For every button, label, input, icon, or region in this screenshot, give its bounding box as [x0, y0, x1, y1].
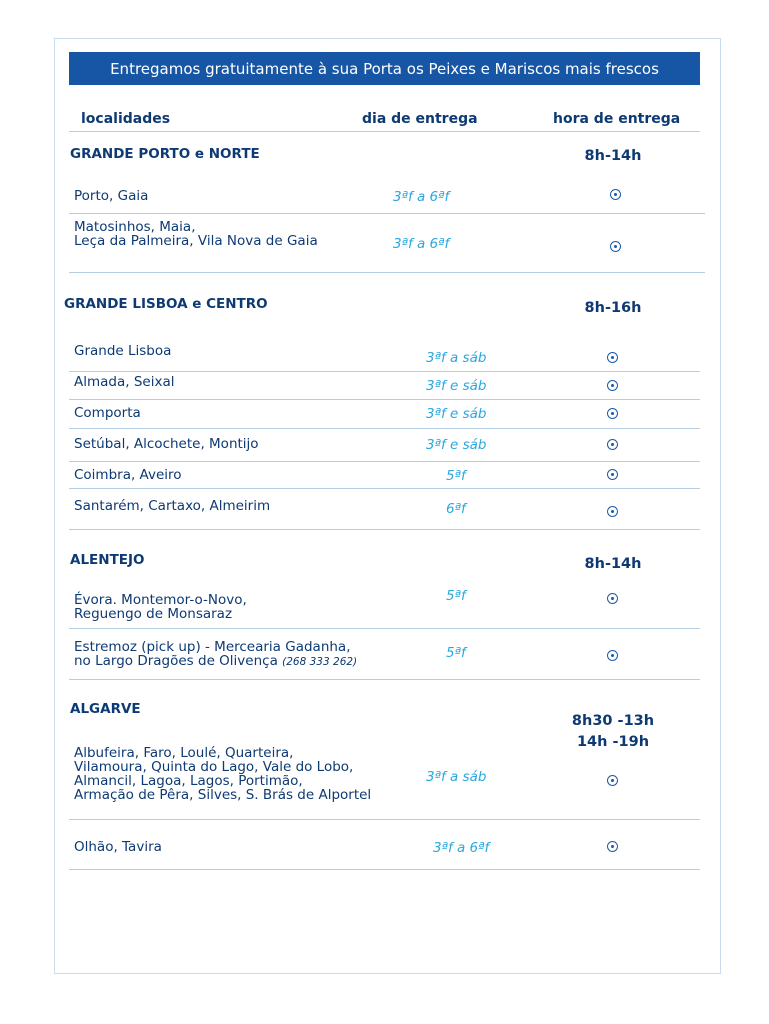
header-hora: hora de entrega	[553, 111, 681, 127]
radio-icon[interactable]	[607, 352, 618, 363]
delivery-day: 3ªf a 6ªf	[433, 840, 490, 856]
section-title-porto: GRANDE PORTO e NORTE	[70, 146, 260, 162]
banner	[69, 52, 700, 85]
delivery-day: 3ªf a 6ªf	[393, 236, 450, 252]
row-divider	[69, 371, 700, 372]
location-almada: Almada, Seixal	[74, 374, 175, 390]
radio-icon[interactable]	[610, 241, 621, 252]
location-albufeira	[74, 746, 371, 802]
radio-icon[interactable]	[607, 408, 618, 419]
section-time-lisboa: 8h-16h	[584, 300, 642, 316]
section-divider	[69, 272, 705, 273]
location-matosinhos	[74, 220, 318, 248]
location-evora	[74, 593, 247, 621]
location-line-2	[74, 654, 357, 669]
location-line: Armação de Pêra, Silves, S. Brás de Alportel	[74, 787, 372, 803]
radio-icon[interactable]	[607, 469, 618, 480]
radio-icon[interactable]	[607, 841, 618, 852]
radio-icon[interactable]	[607, 380, 618, 391]
section-time-algarve-1: 8h30 -13h	[571, 713, 655, 729]
delivery-day: 5ªf	[446, 588, 466, 604]
location-text: no Largo Dragões de Olivença	[74, 653, 278, 669]
radio-icon[interactable]	[607, 593, 618, 604]
row-divider	[69, 488, 700, 489]
location-line: Albufeira, Faro, Loulé, Quarteira,	[74, 745, 294, 761]
header-divider	[69, 131, 700, 132]
banner-text: Entregamos gratuitamente à sua Porta os Peixes e Mariscos mais frescos	[110, 59, 659, 78]
section-time-algarve-2: 14h -19h	[576, 734, 650, 750]
header-dia: dia de entrega	[362, 111, 478, 127]
section-title-lisboa: GRANDE LISBOA e CENTRO	[64, 296, 268, 312]
location-grande-lisboa: Grande Lisboa	[74, 343, 172, 359]
radio-icon[interactable]	[607, 775, 618, 786]
delivery-day: 3ªf e sáb	[426, 406, 487, 422]
radio-icon[interactable]	[607, 439, 618, 450]
delivery-day: 3ªf e sáb	[426, 378, 487, 394]
delivery-day: 3ªf a 6ªf	[393, 189, 450, 205]
location-line: Leça da Palmeira, Vila Nova de Gaia	[74, 233, 318, 249]
location-olhao: Olhão, Tavira	[74, 839, 162, 855]
delivery-day: 5ªf	[446, 468, 466, 484]
location-coimbra: Coimbra, Aveiro	[74, 467, 182, 483]
radio-icon[interactable]	[607, 506, 618, 517]
header-localidades: localidades	[81, 111, 171, 127]
row-divider	[69, 213, 705, 214]
section-title-alentejo: ALENTEJO	[70, 552, 145, 568]
row-divider	[69, 399, 700, 400]
radio-icon[interactable]	[610, 189, 621, 200]
location-line: Reguengo de Monsaraz	[74, 606, 233, 622]
location-line: Matosinhos, Maia,	[74, 219, 196, 235]
location-line: Évora. Montemor-o-Novo,	[74, 592, 247, 608]
row-divider	[69, 628, 700, 629]
section-divider	[69, 869, 700, 870]
delivery-day: 3ªf a sáb	[426, 769, 487, 785]
row-divider	[69, 428, 700, 429]
delivery-day: 6ªf	[446, 501, 466, 517]
section-title-algarve: ALGARVE	[70, 701, 141, 717]
location-comporta: Comporta	[74, 405, 141, 421]
row-divider	[69, 819, 700, 820]
section-divider	[69, 679, 700, 680]
row-divider	[69, 461, 700, 462]
section-time-alentejo: 8h-14h	[584, 556, 642, 572]
location-setubal: Setúbal, Alcochete, Montijo	[74, 436, 259, 452]
location-line: Estremoz (pick up) - Mercearia Gadanha,	[74, 639, 351, 655]
section-time-porto: 8h-14h	[584, 148, 642, 164]
section-divider	[69, 529, 700, 530]
phone-number: (268 333 262)	[282, 656, 358, 668]
delivery-day: 3ªf a sáb	[426, 350, 487, 366]
location-porto-gaia: Porto, Gaia	[74, 188, 149, 204]
location-estremoz	[74, 640, 357, 669]
radio-icon[interactable]	[607, 650, 618, 661]
location-santarem: Santarém, Cartaxo, Almeirim	[74, 498, 271, 514]
location-line: Vilamoura, Quinta do Lago, Vale do Lobo,	[74, 759, 354, 775]
location-line: Almancil, Lagoa, Lagos, Portimão,	[74, 773, 303, 789]
delivery-day: 5ªf	[446, 645, 466, 661]
delivery-day: 3ªf e sáb	[426, 437, 487, 453]
